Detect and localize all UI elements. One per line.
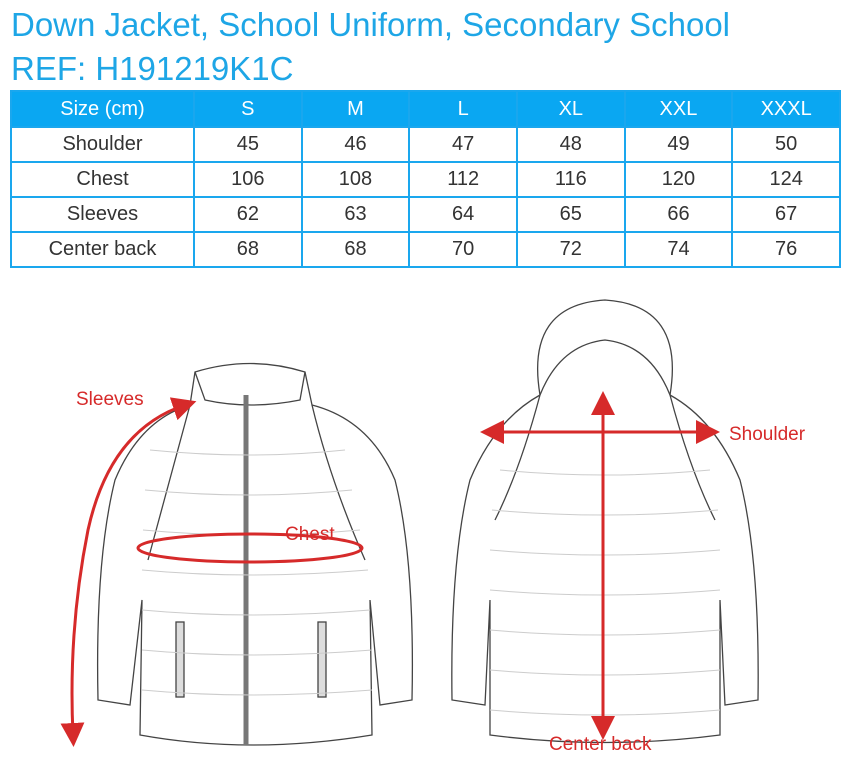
row-label: Chest — [11, 162, 194, 197]
chest-label: Chest — [285, 524, 335, 545]
table-cell: 65 — [517, 197, 625, 232]
table-cell: 108 — [302, 162, 410, 197]
column-header: Size (cm) — [11, 91, 194, 127]
table-cell: 76 — [732, 232, 840, 267]
row-label: Shoulder — [11, 127, 194, 162]
column-header: XXL — [625, 91, 733, 127]
table-cell: 48 — [517, 127, 625, 162]
table-cell: 68 — [194, 232, 302, 267]
table-cell: 62 — [194, 197, 302, 232]
table-cell: 106 — [194, 162, 302, 197]
measure-lines — [72, 403, 708, 735]
table-cell: 50 — [732, 127, 840, 162]
table-cell: 67 — [732, 197, 840, 232]
table-cell: 74 — [625, 232, 733, 267]
table-cell: 46 — [302, 127, 410, 162]
column-header: M — [302, 91, 410, 127]
page-title: Down Jacket, School Uniform, Secondary School — [11, 6, 731, 43]
table-cell: 47 — [409, 127, 517, 162]
row-label: Sleeves — [11, 197, 194, 232]
table-cell: 120 — [625, 162, 733, 197]
column-header: L — [409, 91, 517, 127]
table-cell: 63 — [302, 197, 410, 232]
shoulder-label: Shoulder — [729, 424, 806, 445]
back-jacket — [452, 300, 758, 743]
table-cell: 112 — [409, 162, 517, 197]
table-cell: 49 — [625, 127, 733, 162]
table-cell: 45 — [194, 127, 302, 162]
center-back-label: Center back — [549, 734, 652, 755]
table-cell: 70 — [409, 232, 517, 267]
sleeves-label: Sleeves — [76, 389, 144, 410]
reference-code: REF: H191219K1C — [11, 50, 294, 87]
column-header: XL — [517, 91, 625, 127]
column-header: XXXL — [732, 91, 840, 127]
table-cell: 72 — [517, 232, 625, 267]
table-cell: 68 — [302, 232, 410, 267]
table-cell: 64 — [409, 197, 517, 232]
table-cell: 66 — [625, 197, 733, 232]
row-label: Center back — [11, 232, 194, 267]
table-cell: 124 — [732, 162, 840, 197]
column-header: S — [194, 91, 302, 127]
table-cell: 116 — [517, 162, 625, 197]
